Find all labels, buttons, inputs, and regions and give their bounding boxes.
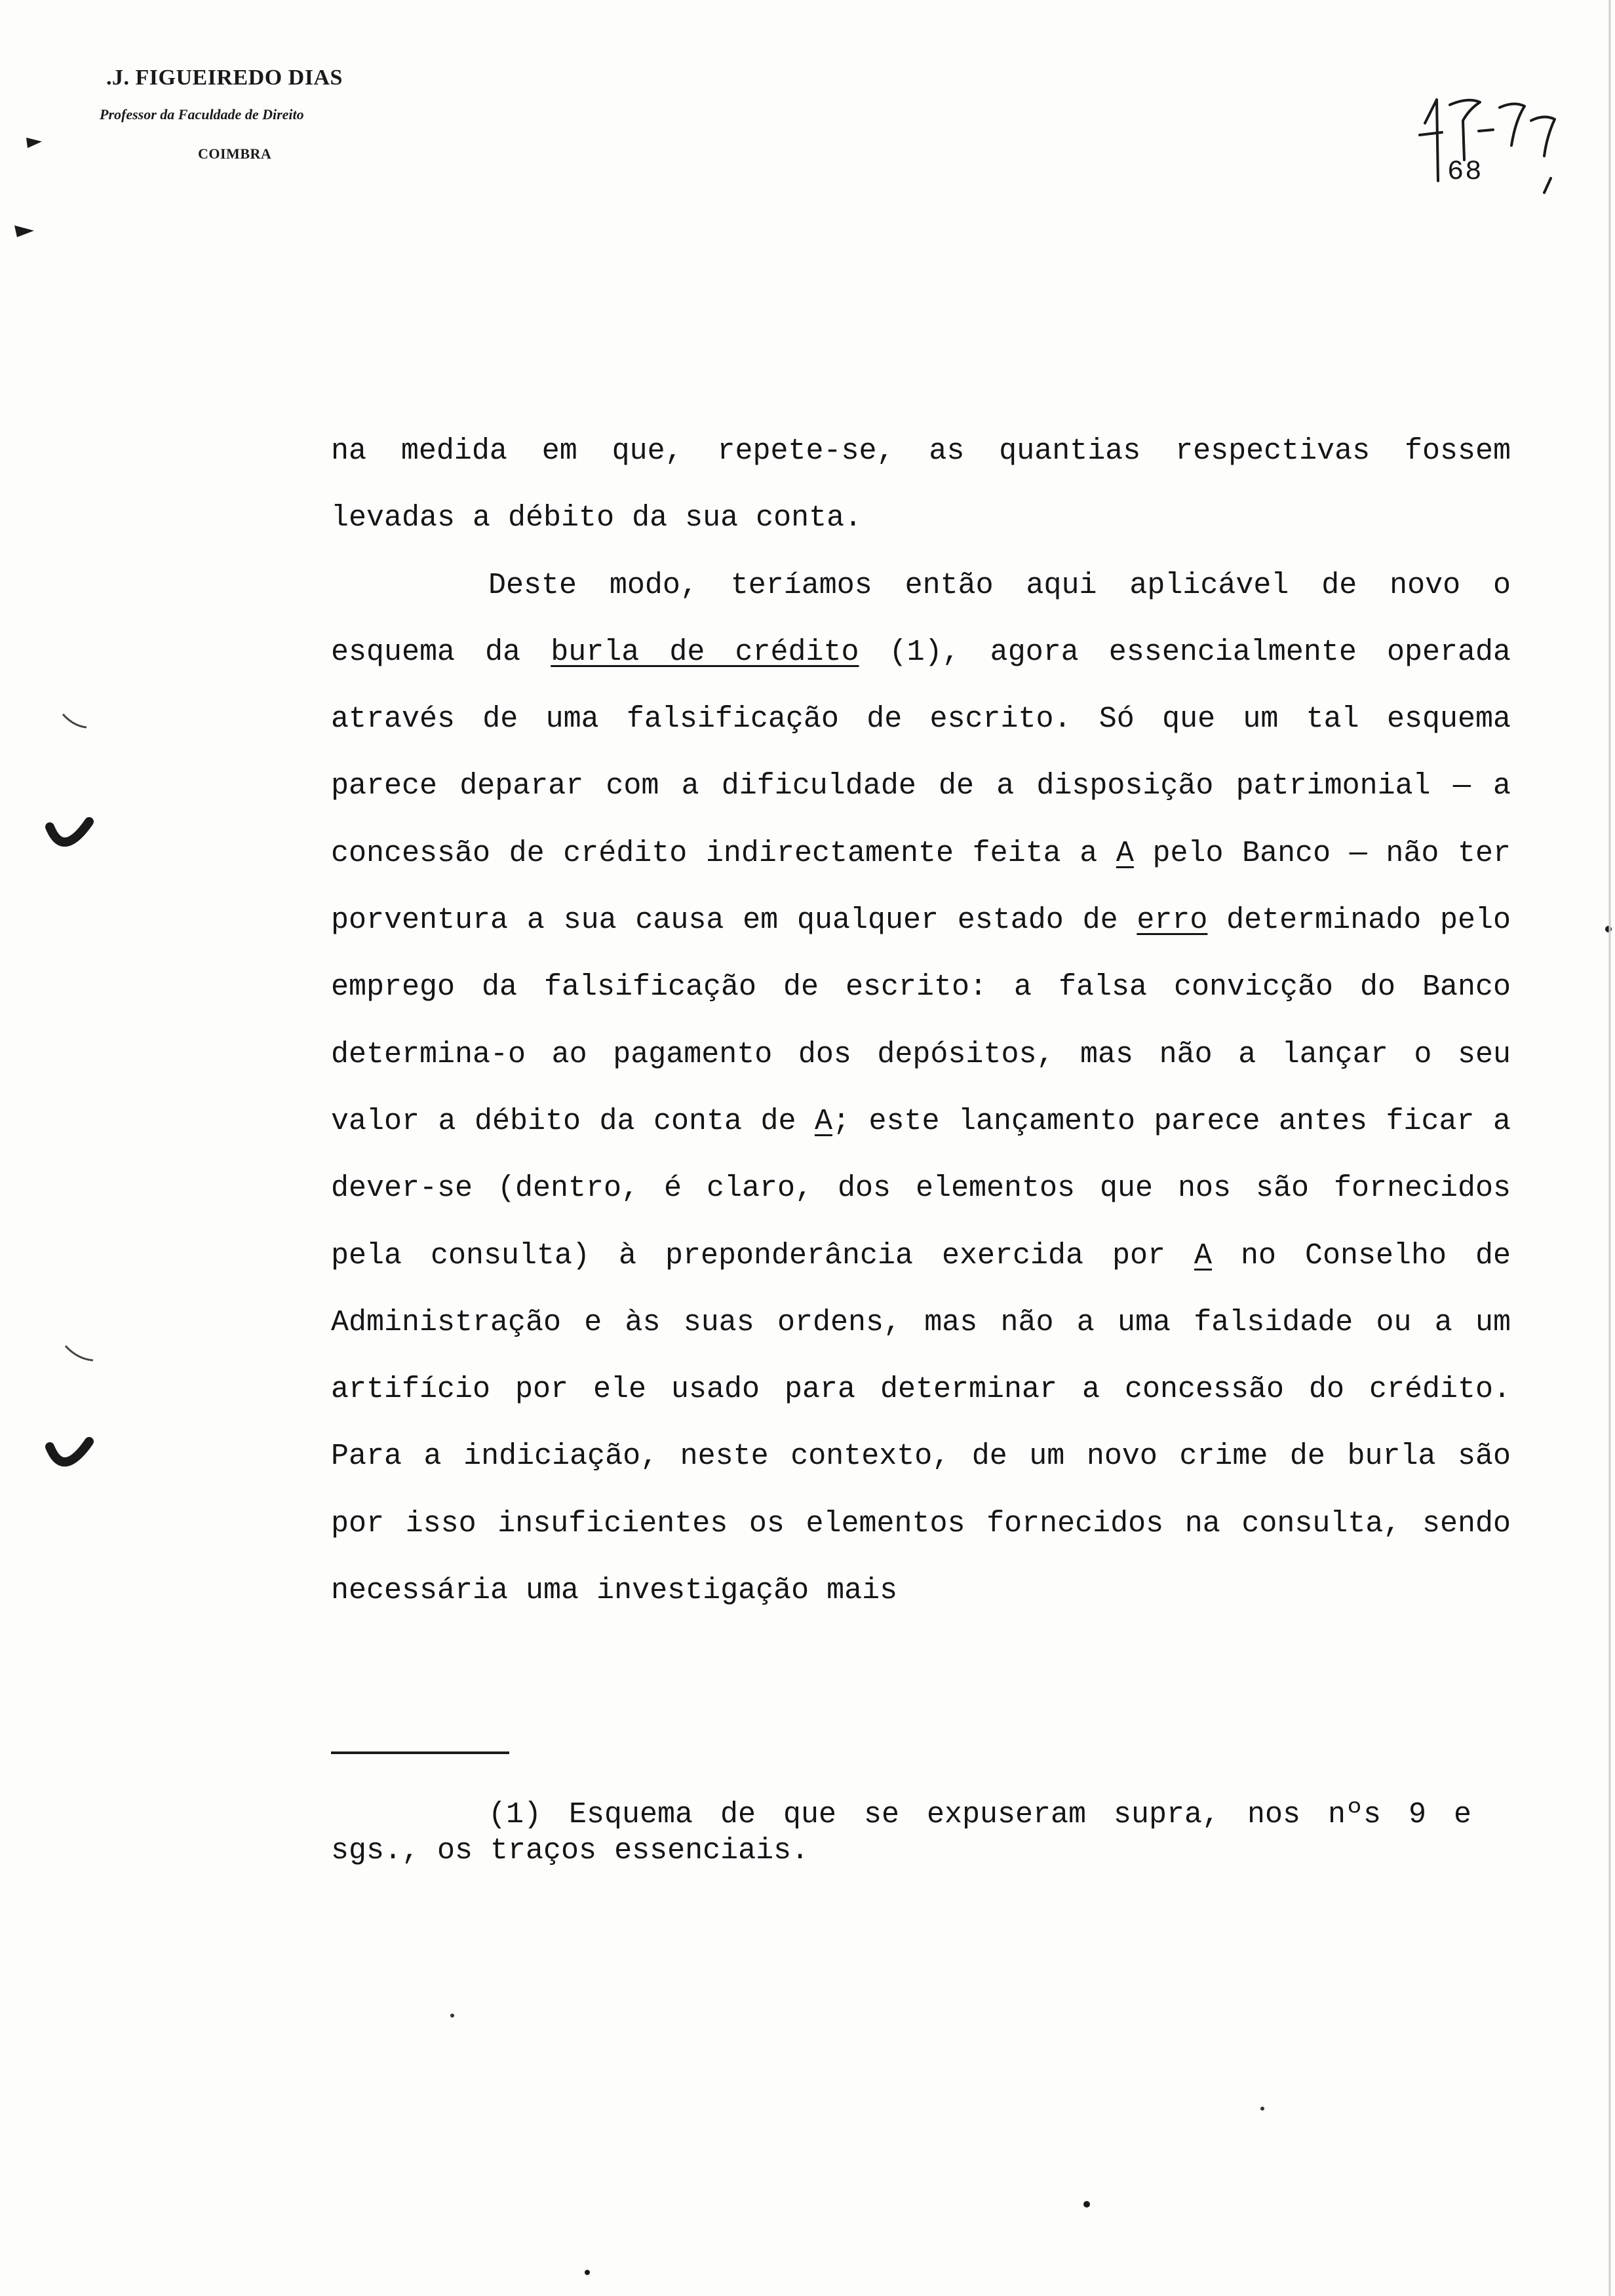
text-run: (1), agora essencialmente operada através de uma falsificação de escrito. Só que um tal esquema parece deparar com a dificuldade de a disposição patrimonial — a concessão de crédito indirectamente feita a <box>331 635 1511 870</box>
fold-mark <box>63 714 87 727</box>
underlined-letter-a: A <box>1194 1238 1213 1272</box>
footnote <box>331 1797 1471 1869</box>
arrow-mark <box>26 138 42 148</box>
text-run: no Conselho de Administração e às suas ordens, mas não a uma falsidade ou a um artifício por ele usado para determinar a concessão do crédito. Para a indiciação, neste contexto, de um novo crime de burla são por isso insuficientes os elementos fornecidos na consulta, sendo necessária uma investigação mais <box>331 1238 1511 1608</box>
speck-mark <box>450 2014 454 2018</box>
text-run: pelo Banco — não ter porventura a sua causa em qualquer estado de <box>331 836 1511 938</box>
underlined-letter-a: A <box>1116 836 1134 870</box>
footnote-text: (1) Esquema de que se expuseram supra, nos nºs 9 e sgs., os traços essenciais. <box>331 1798 1471 1867</box>
footnote-divider <box>331 1751 509 1754</box>
fold-mark <box>66 1346 93 1360</box>
punch-hole-mark <box>50 1442 89 1462</box>
page-number: 68 <box>1447 156 1483 187</box>
text-run: Deste modo, teríamos então aqui aplicável de novo o esquema da <box>331 568 1511 669</box>
letterhead-name: .J. FIGUEIREDO DIAS <box>106 66 343 90</box>
paragraph-main <box>331 552 1511 1625</box>
paragraph-continuation: na medida em que, repete-se, as quantias respectivas fossem levadas a débito da sua conta. <box>331 434 1511 535</box>
letterhead-city: COIMBRA <box>198 145 272 162</box>
text-run: ; este lançamento parece antes ficar a dever-se (dentro, é claro, dos elementos que nos são fornecidos pela consulta) à preponderância exercida por <box>331 1104 1511 1272</box>
body-text <box>331 418 1511 1624</box>
speck-mark <box>1605 926 1612 932</box>
speck-mark <box>1260 2107 1264 2111</box>
letterhead-role: Professor da Faculdade de Direito <box>100 106 304 123</box>
handwritten-page-stamp <box>1416 83 1573 194</box>
speck-mark <box>1083 2201 1090 2208</box>
speck-mark <box>585 2270 590 2275</box>
underlined-letter-a: A <box>814 1104 832 1138</box>
text-run: determinado pelo emprego da falsificação de escrito: a falsa convicção do Banco determina-o ao pagamento dos depósitos, mas não a lançar o seu valor a débito da conta de <box>331 904 1511 1138</box>
underlined-term-erro: erro <box>1137 904 1208 938</box>
arrow-mark <box>14 225 34 237</box>
underlined-term-burla-de-credito: burla de crédito <box>551 635 859 669</box>
punch-hole-mark <box>50 822 89 842</box>
